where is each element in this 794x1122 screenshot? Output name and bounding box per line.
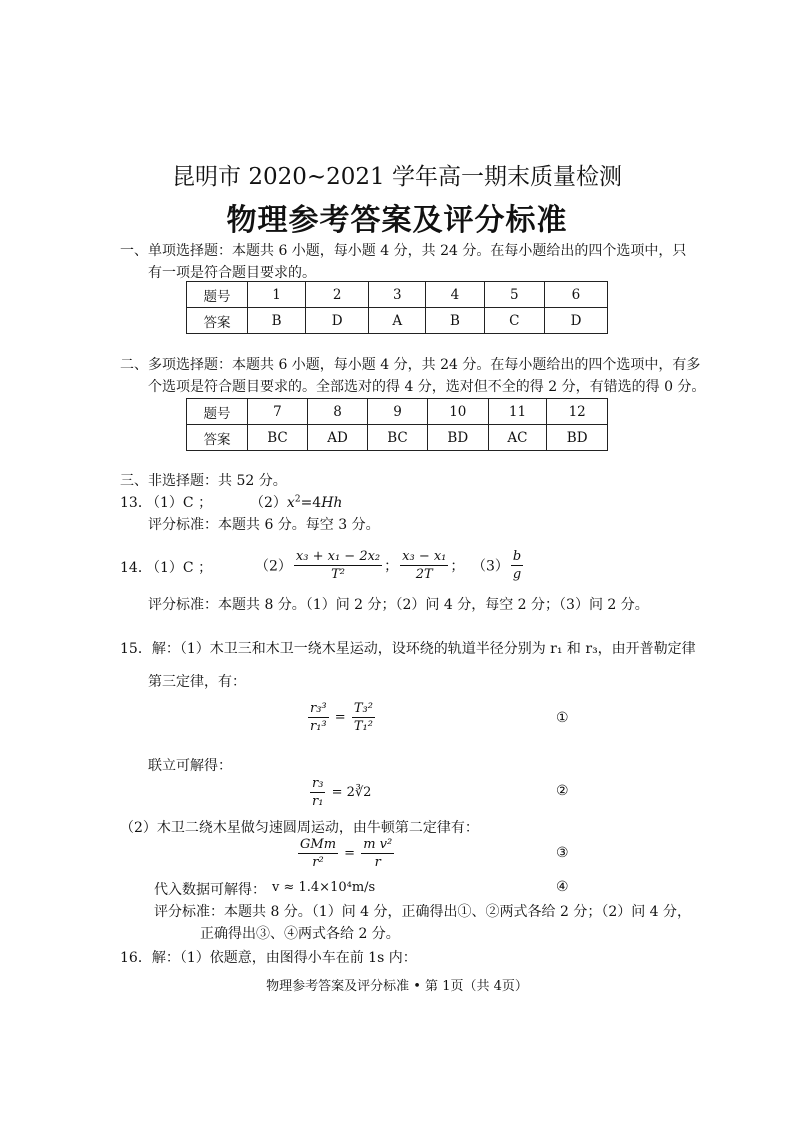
q15-eq3-lhs-num: GMm [300, 837, 337, 852]
table-cell: BC [368, 425, 428, 451]
q15-eq1-lhs-num: r₃³ [310, 701, 327, 716]
answer-table-single [186, 281, 608, 334]
q15-eq3-rhs-den: r [374, 855, 381, 870]
q15-eq1-rhs-num: T₃² [353, 701, 373, 716]
q14-part3-label: （3） [472, 558, 509, 575]
q14-fraction-1 [294, 548, 382, 583]
q15-eq1-rhs-den: T₁² [353, 719, 373, 734]
table-row [187, 425, 608, 451]
q16-line1: 16．解：（1）依题意，由图得小车在前 1s 内： [120, 950, 417, 966]
row-label: 答案 [187, 425, 248, 451]
q15-eq1-lhs [308, 700, 329, 735]
table-row [187, 399, 608, 425]
table-row [187, 282, 608, 308]
table-cell: BD [427, 425, 488, 451]
q15-part2-text: （2）木卫二绕木星做匀速圆周运动，由牛顿第二定律有： [120, 820, 479, 836]
q13-number: 13． [120, 495, 152, 511]
q15-eq2-den: r₁ [312, 794, 324, 809]
table-cell: 2 [306, 282, 369, 308]
table-cell: 9 [368, 399, 428, 425]
table-cell: 12 [547, 399, 608, 425]
row-label: 题号 [187, 399, 248, 425]
q14-score: 评分标准：本题共 8 分。（1）问 2 分；（2）问 4 分，每空 2 分；（3）问 2 分。 [148, 597, 649, 613]
q15-solve-text: 联立可解得： [148, 758, 232, 774]
q14-frac2-numerator: x₃ − x₁ [402, 549, 447, 564]
q13-equals: =4 [300, 495, 322, 511]
row-label: 题号 [187, 282, 248, 308]
q14-fraction-2 [400, 548, 448, 583]
section1-intro-line1: 一、单项选择题：本题共 6 小题，每小题 4 分，共 24 分。在每小题给出的四个选项中，只 [120, 243, 687, 259]
q13-score: 评分标准：本题共 6 分。每空 3 分。 [148, 517, 380, 533]
table-cell: 4 [426, 282, 484, 308]
table-cell: AD [307, 425, 367, 451]
q15-eq3-lhs [298, 836, 338, 871]
table-cell: 3 [369, 282, 426, 308]
table-cell: 6 [544, 282, 607, 308]
section2-intro-line2: 个选项是符合题目要求的。全部选对的得 4 分，选对但不全的得 2 分，有错选的得 0 分。 [148, 379, 706, 395]
q14-frac1-numerator: x₃ + x₁ − 2x₂ [295, 549, 381, 564]
q14-part1: （1）C ； [146, 560, 213, 576]
section2-intro-line1: 二、多项选择题：本题共 6 小题，每小题 4 分，共 24 分。在每小题给出的四个选项中，有多 [120, 357, 701, 373]
document-title: 昆明市 2020~2021 学年高一期末质量检测 [172, 164, 622, 190]
q15-eq3-rhs-num: m v² [363, 837, 393, 852]
q13-exponent: 2 [294, 494, 301, 505]
table-cell: 7 [248, 399, 308, 425]
table-cell: AC [488, 425, 547, 451]
q14-frac3-numerator: b [512, 549, 522, 564]
equation-mark-4: ④ [556, 879, 569, 895]
page-footer: 物理参考答案及评分标准 • 第 1页（共 4页） [266, 979, 528, 994]
q15-eq1-rhs [352, 700, 375, 735]
q14-frac3-denominator: g [512, 567, 522, 582]
q15-line2: 第三定律，有： [148, 674, 246, 690]
table-cell: 1 [248, 282, 306, 308]
q13-part2-label: （2） [250, 495, 287, 511]
q14-part2 [255, 548, 464, 583]
answer-table-multi [186, 398, 608, 451]
equation-mark-3: ③ [556, 845, 569, 861]
q15-eq2-num: r₃ [312, 776, 324, 791]
table-cell: B [248, 308, 306, 334]
q15-eq1-lhs-den: r₁³ [310, 719, 327, 734]
equation-mark-1: ① [556, 710, 569, 726]
q15-score-line2: 正确得出③、④两式各给 2 分。 [200, 926, 400, 942]
q15-equation-2 [308, 775, 371, 810]
q15-equation-3: $\frac{\text{GMm}}{\text{r²}}$ = $\frac{\text{m v²}}{r}$ [300, 837, 393, 870]
q15-score-line1: 评分标准：本题共 8 分。（1）问 4 分，正确得出①、②两式各给 2 分；（2）问 4 分， [154, 904, 692, 920]
table-cell: A [369, 308, 426, 334]
q14-frac2-denominator: 2T [415, 567, 433, 582]
section1-intro-line2: 有一项是符合题目要求的。 [148, 265, 316, 281]
q15-eq3-rhs [361, 836, 394, 871]
table-row [187, 308, 608, 334]
q14-part2-label: （2） [255, 558, 292, 575]
table-cell: BC [248, 425, 308, 451]
equation-mark-2: ② [556, 783, 569, 799]
q15-line1: 15．解：（1）木卫三和木卫一绕木星运动，设环绕的轨道半径分别为 r₁ 和 r₃，由开普勒定律 [120, 641, 696, 657]
q15-eq2-ratio [310, 775, 325, 810]
q15-substitute-text: 代入数据可解得： [154, 882, 266, 898]
section3-heading: 三、非选择题：共 52 分。 [120, 473, 287, 489]
q14-frac1-denominator: T² [331, 567, 345, 582]
q13-part2 [250, 492, 342, 512]
q15-equation-1: $\frac{\text{r₃³}}{\text{r₁³}}$ = $\frac{\text{T₃²}}{\text{T₁²}}$ [310, 701, 373, 734]
q15-eq3-lhs-den: r² [312, 855, 324, 870]
q14-fraction-3 [511, 548, 523, 583]
q13-var-x: x [286, 495, 295, 511]
table-cell: 5 [484, 282, 544, 308]
q15-equation-4: v ≈ 1.4×10⁴m/s [272, 880, 376, 895]
table-cell: 10 [427, 399, 488, 425]
q14-separator-1: ； [384, 558, 399, 575]
q13-var-hh: Hh [321, 495, 343, 511]
q14-number: 14． [120, 560, 152, 576]
q13-part1: （1）C ； [146, 495, 213, 511]
table-cell: 11 [488, 399, 547, 425]
q14-separator-2: ； [450, 558, 465, 575]
document-subtitle: 物理参考答案及评分标准 [226, 203, 568, 238]
row-label: 答案 [187, 308, 248, 334]
table-cell: C [484, 308, 544, 334]
table-cell: BD [547, 425, 608, 451]
q14-part3 [472, 548, 525, 583]
table-cell: 8 [307, 399, 367, 425]
table-cell: B [426, 308, 484, 334]
table-cell: D [544, 308, 607, 334]
q15-eq2-rhs: = 2∛2 [331, 785, 372, 800]
table-cell: D [306, 308, 369, 334]
